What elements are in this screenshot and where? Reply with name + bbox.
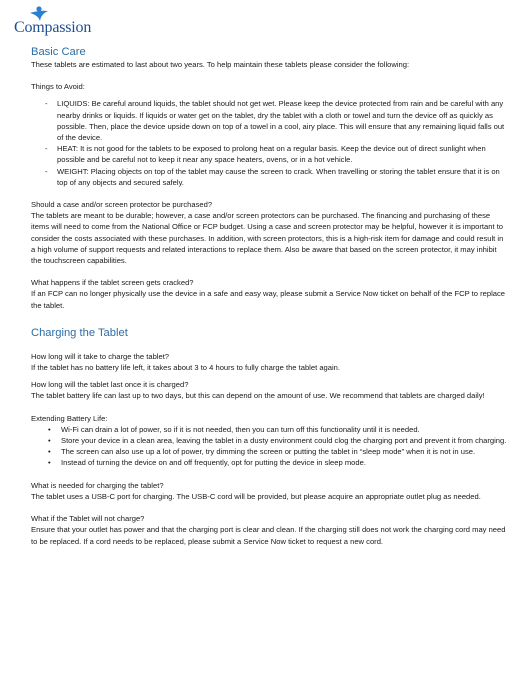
list-item: - WEIGHT: Placing objects on top of the tablet may cause the screen to crack. When travelling or storing the tablet ensure that it is on top of any objects and secured safely.	[45, 166, 500, 187]
list-item: • Instead of turning the device on and off frequently, opt for putting the device in sleep mode.	[48, 458, 366, 468]
things-to-avoid-label: Things to Avoid:	[31, 82, 85, 92]
section-heading-charging: Charging the Tablet	[31, 326, 128, 339]
question-charge-time: How long will it take to charge the tablet?	[31, 351, 170, 361]
question-needed: What is needed for charging the tablet?	[31, 480, 164, 490]
list-item: • Wi-Fi can drain a lot of power, so if it is not needed, then you can turn off this functionality until it is needed.	[48, 424, 420, 434]
section-heading-basic-care: Basic Care	[31, 46, 86, 58]
question-case: Should a case and/or screen protector be purchased?	[31, 200, 213, 210]
answer-will-not-charge: Ensure that your outlet has power and that the charging port is clear and clean. If the charging still does not work the charging cord may need to be replaced. If a cord needs to be replaced, please submit a Service Now ticket to request a new cord.	[31, 525, 506, 546]
avoid-list	[31, 98, 507, 188]
question-battery-last: How long will the tablet last once it is charged?	[31, 380, 189, 390]
list-item: • The screen can also use up a lot of power, try dimming the screen or putting the tablet in “sleep mode” when it is not in use.	[48, 447, 476, 457]
battery-tips-list	[31, 424, 507, 469]
logo-text: Compassion	[14, 19, 92, 36]
answer-case: The tablets are meant to be durable; however, a case and/or screen protectors can be purchased. The financing and purchasing of these items will need to come from the National Office or FCP budget. Using a case and screen protector may be helpful, however it is important to consider the costs associated with these purchases. In addition, with screen protectors, this is a high-risk item for damage and could result in a high volume of support requests and related interactions to replace them. Also be aware that based on the screen protector, it may inhibit the touchscreen capabilities.	[31, 211, 504, 266]
question-crack: What happens if the tablet screen gets cracked?	[31, 278, 194, 288]
answer-needed: The tablet uses a USB-C port for charging. The USB-C cord will be provided, but please acquire an appropriate outlet plug as needed.	[31, 491, 481, 501]
question-will-not-charge: What if the Tablet will not charge?	[31, 514, 145, 524]
answer-crack: If an FCP can no longer physically use the device in a safe and easy way, please submit a Service Now ticket on behalf of the FCP to replace the tablet.	[31, 289, 506, 310]
extending-battery-label: Extending Battery Life:	[31, 413, 108, 423]
document-body	[31, 45, 507, 547]
list-item: - LIQUIDS: Be careful around liquids, the tablet should not get wet. Please keep the device protected from rain and be careful with any nearby drinks or liquids. If liquids or water get on the tablet, dry the tablet with a cloth or towel and turn the device off as quickly as possible. Then, place the device upside down on top of a towel in a cool, airy place. This will ensure that any remaining liquid falls out of the device.	[45, 99, 505, 143]
answer-battery-last: The tablet battery life can last up to two days, but this can depend on the amount of use. We recommend that tablets are charged daily!	[31, 391, 485, 401]
compassion-logo	[14, 6, 94, 40]
basic-care-intro: These tablets are estimated to last about two years. To help maintain these tablets please consider the following:	[31, 60, 410, 69]
answer-charge-time: If the tablet has no battery life left, it takes about 3 to 4 hours to fully charge the tablet again.	[31, 363, 341, 373]
list-item: • Store your device in a clean area, leaving the tablet in a dusty environment could clog the charging port and prevent it from charging.	[48, 436, 507, 446]
list-item: - HEAT: It is not good for the tablets to be exposed to prolong heat on a regular basis. Keep the device out of direct sunlight when possible and be careful not to keep it near any space heaters, ovens, or in a hot vehicle.	[45, 144, 486, 165]
